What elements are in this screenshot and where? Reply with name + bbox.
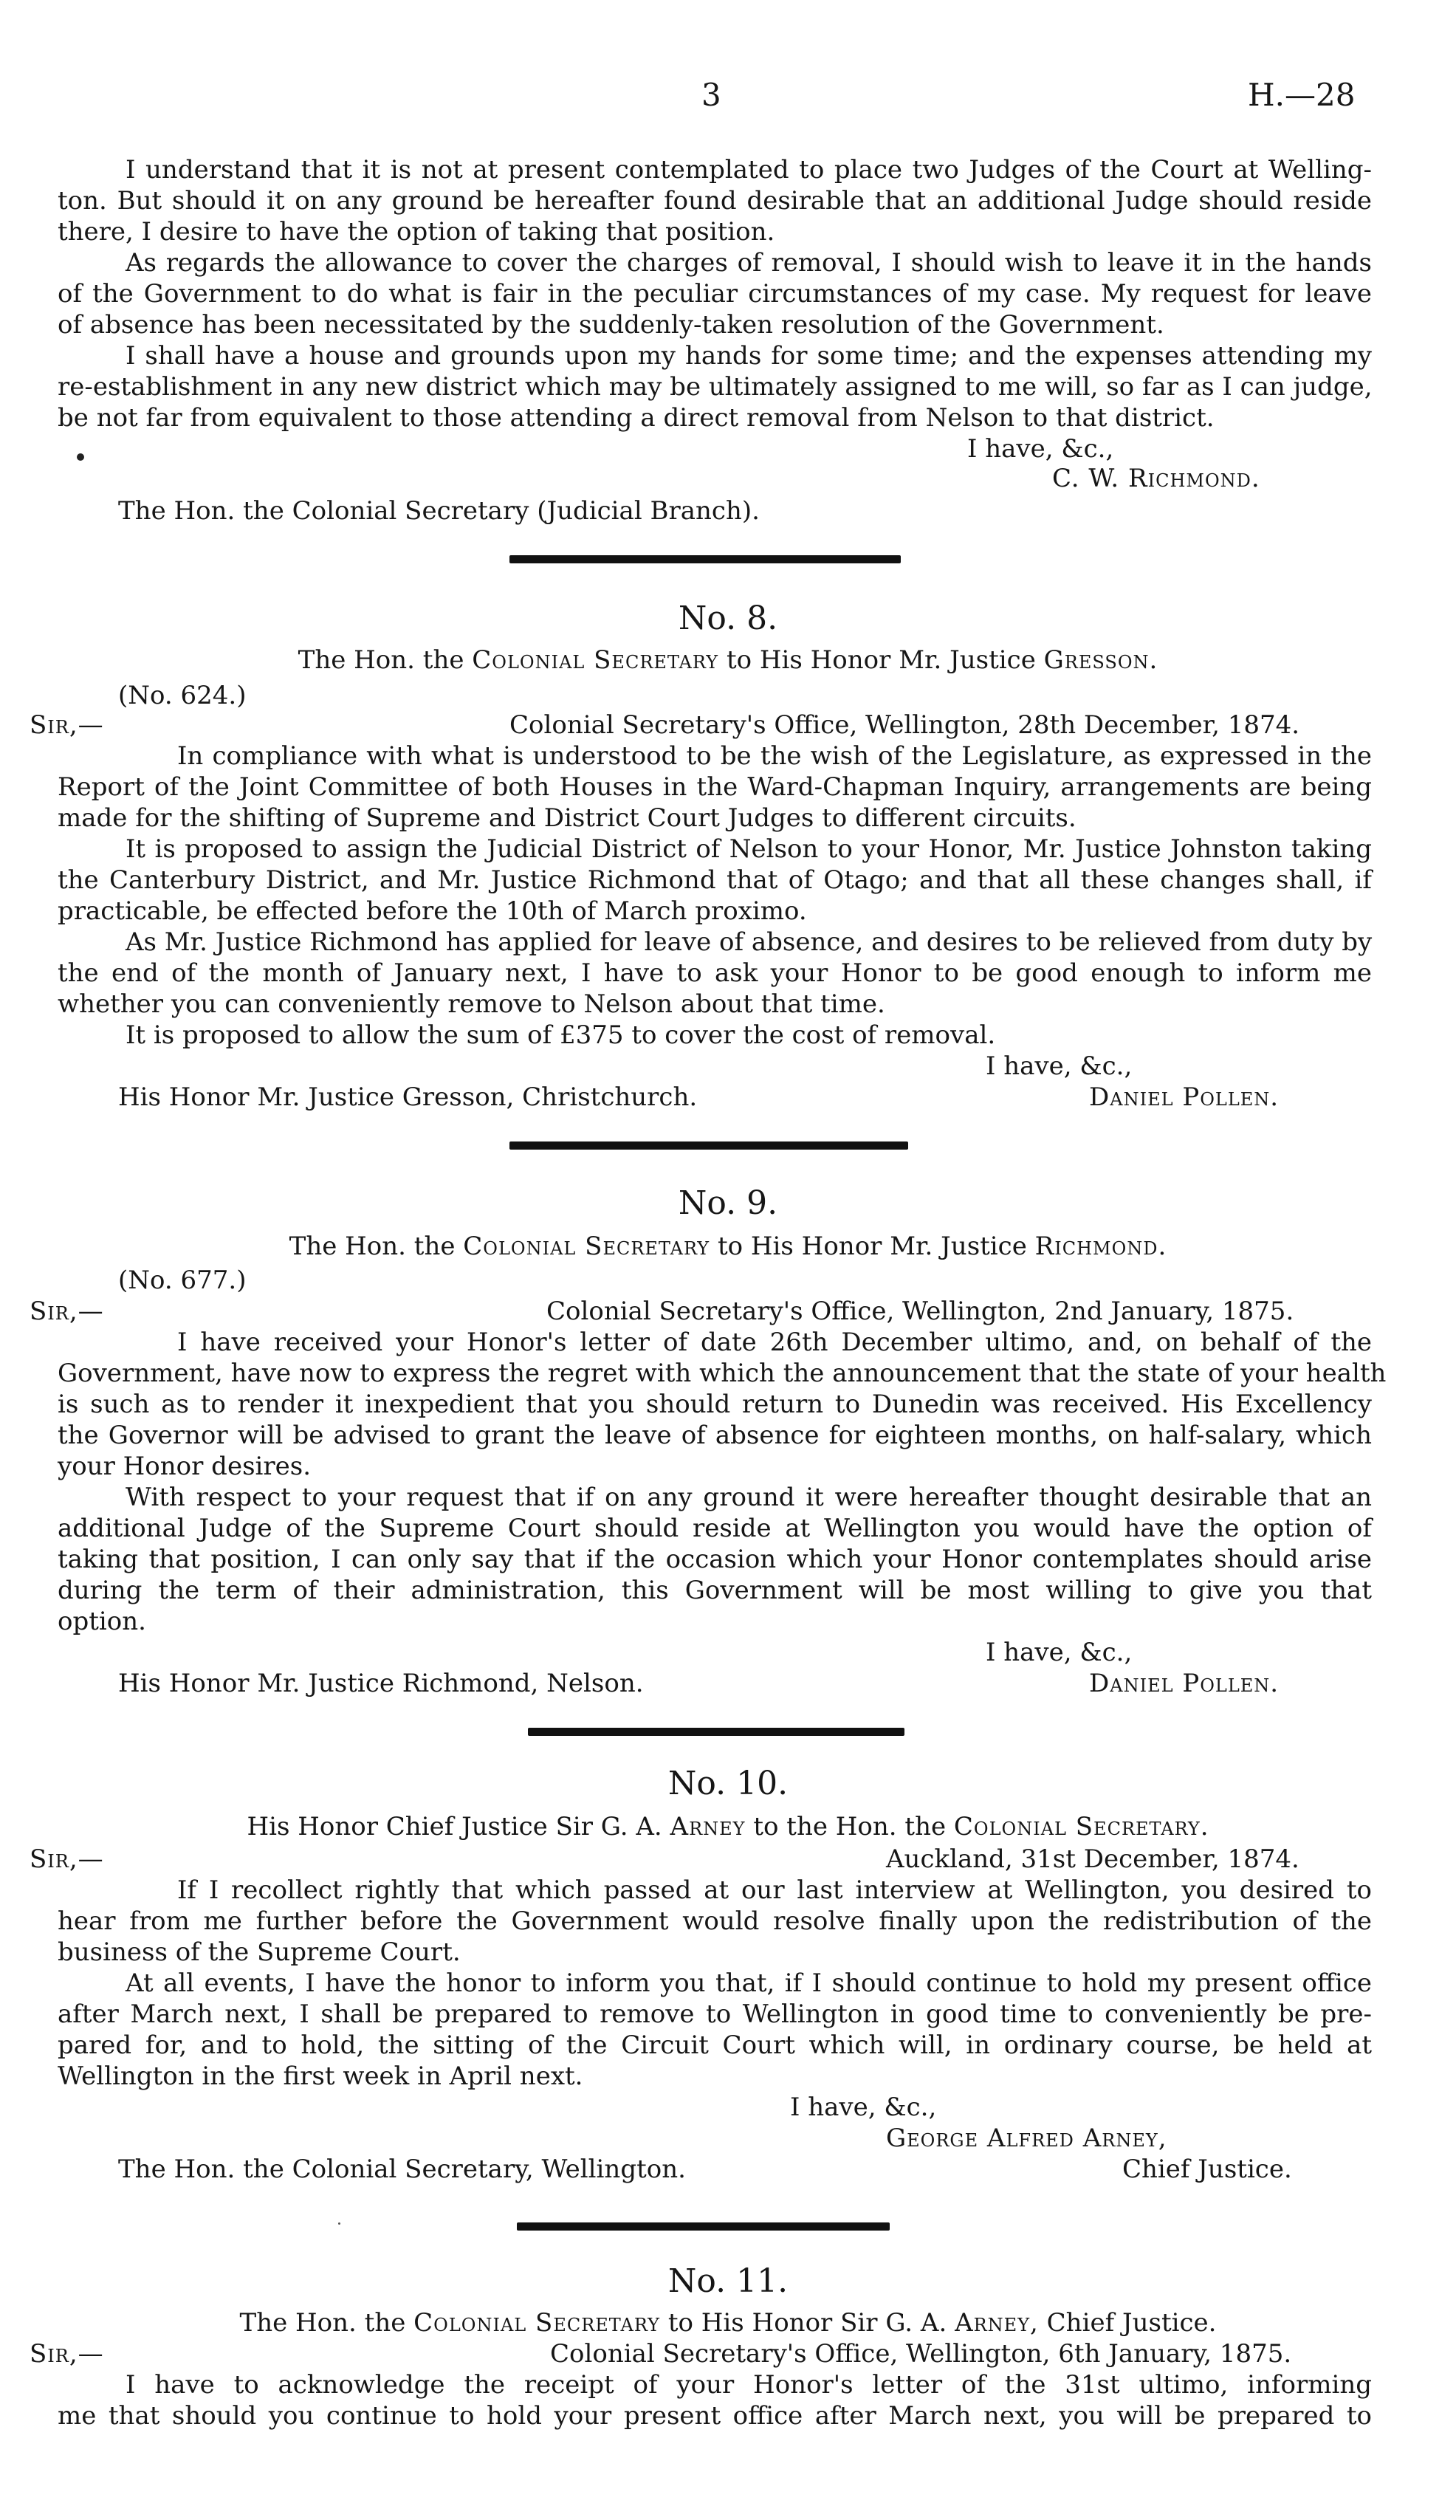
text-line: the Governor will be advised to grant the leave of absence for eighteen months, on half-salary, which: [58, 1421, 1372, 1450]
letter-heading: No. 10.: [667, 1765, 789, 1802]
text-line: I understand that it is not at present contemplated to place two Judges of the Court at Welling-: [126, 155, 1372, 185]
text-line: As Mr. Justice Richmond has applied for leave of absence, and desires to be relieved from duty by: [126, 927, 1373, 957]
salutation: Sir,—: [30, 1297, 104, 1326]
closing-salutation: I have, &c.,: [986, 1638, 1133, 1667]
closing-salutation: I have, &c.,: [790, 2092, 937, 2122]
letter-title: [0, 2308, 1456, 2338]
text-line: At all events, I have the honor to inform you that, if I should continue to hold my present office: [126, 1968, 1372, 1998]
text-line: Wellington in the first week in April next.: [58, 2061, 583, 2091]
title-middle: to His Honor Sir G. A.: [667, 2308, 947, 2338]
text-line: I have received your Honor's letter of date 26th December ultimo, and, on behalf of the: [177, 1328, 1372, 1357]
text-line: ton. But should it on any ground be hereafter found desirable that an additional Judge should reside: [58, 186, 1372, 216]
text-line: option.: [58, 1607, 146, 1636]
signature-title: Chief Justice.: [1122, 2155, 1292, 2184]
title-prefix: The Hon. the: [239, 2308, 406, 2338]
title-suffix: Chief Justice.: [1046, 2308, 1217, 2338]
addressee: His Honor Mr. Justice Gresson, Christchurch.: [118, 1082, 698, 1112]
closing-salutation: I have, &c.,: [986, 1051, 1133, 1081]
page-number: 3: [701, 77, 721, 113]
letter-heading: No. 9.: [678, 1184, 778, 1222]
signature: Daniel Pollen.: [1089, 1669, 1280, 1698]
salutation: Sir,—: [30, 710, 104, 740]
title-sender: Colonial Secretary: [472, 645, 719, 675]
letter-number: (No. 624.): [118, 681, 247, 710]
addressee: The Hon. the Colonial Secretary (Judicial Branch).: [118, 496, 760, 526]
title-prefix: His Honor Chief Justice Sir G. A.: [247, 1812, 662, 1841]
title-middle: to the Hon. the: [753, 1812, 947, 1841]
addressee: The Hon. the Colonial Secretary, Wellington.: [118, 2155, 686, 2184]
title-sender: Arney: [670, 1812, 746, 1841]
letter-heading: No. 8.: [678, 600, 778, 637]
text-line: there, I desire to have the option of taking that position.: [58, 217, 775, 247]
title-prefix: The Hon. the: [298, 645, 464, 675]
text-line: whether you can conveniently remove to Nelson about that time.: [58, 989, 885, 1019]
text-line: hear from me further before the Government would resolve finally upon the redistribution of the: [58, 1906, 1372, 1936]
text-line: during the term of their administration, this Government will be most willing to give you that: [58, 1576, 1372, 1605]
paper-speck: [338, 2222, 340, 2225]
letter-heading: No. 11.: [667, 2262, 789, 2300]
title-middle: to His Honor Mr. Justice: [726, 645, 1036, 675]
text-line: me that should you continue to hold your present office after March next, you will be prepared to: [58, 2401, 1372, 2431]
closing-salutation: I have, &c.,: [967, 434, 1114, 464]
text-line: the end of the month of January next, I have to ask your Honor to be good enough to inform me: [58, 958, 1372, 988]
text-line: is such as to render it inexpedient that you should return to Dunedin was received. His Excellency: [58, 1390, 1372, 1419]
section-divider: [509, 1141, 908, 1150]
addressee: His Honor Mr. Justice Richmond, Nelson.: [118, 1669, 644, 1698]
section-divider: [509, 555, 901, 563]
text-line: It is proposed to assign the Judicial District of Nelson to your Honor, Mr. Justice Johnston taking: [126, 834, 1372, 864]
title-recipient: Arney,: [955, 2308, 1039, 2338]
text-line: practicable, be effected before the 10th of March proximo.: [58, 896, 807, 926]
title-middle: to His Honor Mr. Justice: [717, 1232, 1027, 1261]
letter-title: [0, 645, 1456, 675]
text-line: If I recollect rightly that which passed at our last interview at Wellington, you desired to: [177, 1875, 1372, 1905]
salutation: Sir,—: [30, 2339, 104, 2369]
title-recipient: Colonial Secretary.: [953, 1812, 1209, 1841]
text-line: of the Government to do what is fair in the peculiar circumstances of my case. My request for leave: [58, 279, 1372, 309]
text-line: your Honor desires.: [58, 1452, 312, 1481]
document-reference: H.—28: [1248, 77, 1356, 113]
text-line: re-establishment in any new district which may be ultimately assigned to me will, so far as I can judge,: [58, 372, 1373, 402]
ink-blot: [77, 453, 84, 461]
place-date: Colonial Secretary's Office, Wellington, 6th January, 1875.: [550, 2339, 1292, 2369]
signature: George Alfred Arney,: [886, 2124, 1167, 2153]
text-line: I have to acknowledge the receipt of your Honor's letter of the 31st ultimo, informing: [126, 2370, 1372, 2400]
salutation: Sir,—: [30, 1844, 104, 1874]
section-divider: [528, 1728, 904, 1736]
text-line: be not far from equivalent to those attending a direct removal from Nelson to that district.: [58, 403, 1215, 433]
title-sender: Colonial Secretary: [463, 1232, 710, 1261]
text-line: I shall have a house and grounds upon my hands for some time; and the expenses attending my: [126, 341, 1372, 371]
text-line: after March next, I shall be prepared to remove to Wellington in good time to conveniently be pre-: [58, 1999, 1372, 2029]
place-date: Auckland, 31st December, 1874.: [886, 1844, 1299, 1874]
text-line: With respect to your request that if on any ground it were hereafter thought desirable that an: [126, 1483, 1372, 1512]
letter-title: [0, 1812, 1456, 1841]
signature: C. W. Richmond.: [1052, 464, 1260, 493]
text-line: of absence has been necessitated by the suddenly-taken resolution of the Government.: [58, 310, 1164, 340]
section-divider: [517, 2222, 890, 2231]
text-line: Report of the Joint Committee of both Houses in the Ward-Chapman Inquiry, arrangements are being: [58, 772, 1372, 802]
letter-title: [0, 1232, 1456, 1261]
text-line: pared for, and to hold, the sitting of the Circuit Court which will, in ordinary course, be held at: [58, 2030, 1372, 2060]
title-recipient: Richmond.: [1034, 1232, 1167, 1261]
title-sender: Colonial Secretary: [413, 2308, 661, 2338]
letter-number: (No. 677.): [118, 1266, 247, 1295]
signature: Daniel Pollen.: [1089, 1082, 1280, 1112]
text-line: business of the Supreme Court.: [58, 1937, 461, 1967]
text-line: In compliance with what is understood to be the wish of the Legislature, as expressed in the: [177, 741, 1372, 771]
text-line: It is proposed to allow the sum of £375 to cover the cost of removal.: [126, 1020, 996, 1050]
place-date: Colonial Secretary's Office, Wellington, 2nd January, 1875.: [546, 1297, 1294, 1326]
text-line: made for the shifting of Supreme and District Court Judges to different circuits.: [58, 803, 1076, 833]
text-line: As regards the allowance to cover the charges of removal, I should wish to leave it in the hands: [126, 248, 1372, 278]
place-date: Colonial Secretary's Office, Wellington, 28th December, 1874.: [509, 710, 1300, 740]
title-prefix: The Hon. the: [289, 1232, 456, 1261]
text-line: Government, have now to express the regret with which the announcement that the state of your health: [58, 1359, 1387, 1388]
title-recipient: Gresson.: [1043, 645, 1158, 675]
text-line: the Canterbury District, and Mr. Justice Richmond that of Otago; and that all these changes shall, if: [58, 865, 1372, 895]
text-line: additional Judge of the Supreme Court should reside at Wellington you would have the option of: [58, 1514, 1372, 1543]
text-line: taking that position, I can only say that if the occasion which your Honor contemplates should arise: [58, 1545, 1372, 1574]
